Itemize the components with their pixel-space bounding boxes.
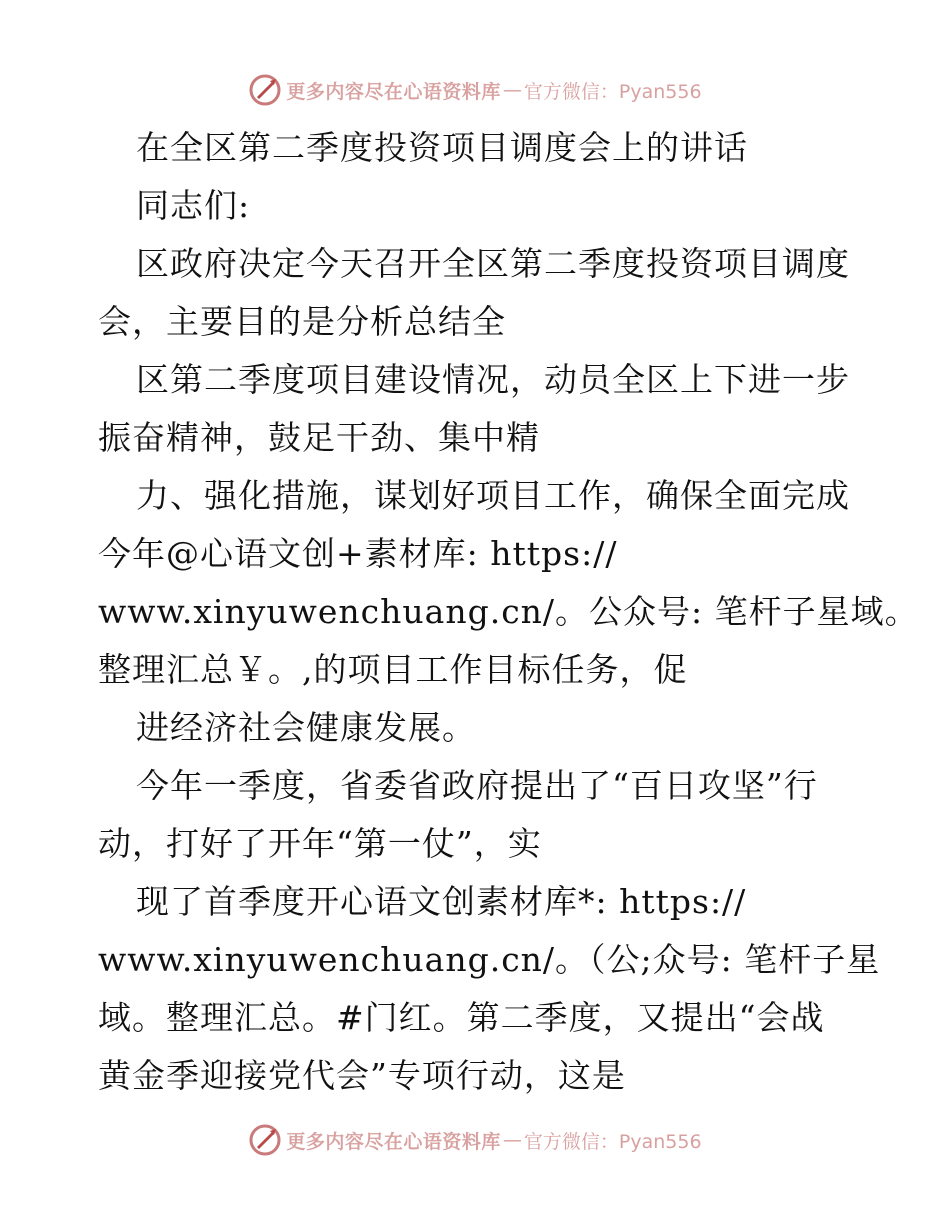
footer-watermark: [0, 1120, 950, 1160]
banner-separator: —: [502, 1129, 522, 1151]
text-line: www.xinyuwenchuang.cn/。公众号: 笔杆子星域。: [98, 592, 919, 631]
header-watermark: [0, 70, 950, 110]
text-line: 力、强化措施，谋划好项目工作，确保全面完成: [136, 476, 850, 515]
text-line: 振奋精神，鼓足干劲、集中精: [98, 418, 540, 457]
text-line: 今年一季度，省委省政府提出了“百日攻坚”行: [136, 766, 818, 805]
banner-wechat-text: 官方微信：Pyan556: [523, 80, 702, 103]
banner-main-text: 更多内容尽在心语资料库: [286, 80, 501, 103]
quill-seal-icon: [248, 73, 282, 107]
banner-wechat-text: 官方微信：Pyan556: [523, 1130, 702, 1153]
text-line: 进经济社会健康发展。: [136, 708, 476, 747]
text-line: 区第二季度项目建设情况，动员全区上下进一步: [136, 360, 850, 399]
text-line: 域。整理汇总。#门红。第二季度，又提出“会战: [98, 998, 825, 1037]
salutation: 同志们:: [136, 186, 251, 225]
text-line: www.xinyuwenchuang.cn/。（公;众号: 笔杆子星: [98, 940, 881, 979]
text-line: 现了首季度开心语文创素材库*: https://: [136, 882, 747, 921]
text-line: 黄金季迎接党代会”专项行动，这是: [98, 1056, 626, 1095]
text-line: 会，主要目的是分析总结全: [98, 302, 506, 341]
text-line: 整理汇总￥。,的项目工作目标任务，促: [98, 650, 688, 689]
banner-separator: —: [502, 79, 522, 101]
text-line: 动，打好了开年“第一仗”，实: [98, 824, 542, 863]
document-title: 在全区第二季度投资项目调度会上的讲话: [136, 128, 748, 167]
text-line: 区政府决定今天召开全区第二季度投资项目调度: [136, 244, 850, 283]
text-line: 今年@心语文创+素材库: https://: [98, 534, 618, 573]
banner-main-text: 更多内容尽在心语资料库: [286, 1130, 501, 1153]
quill-seal-icon: [248, 1123, 282, 1157]
